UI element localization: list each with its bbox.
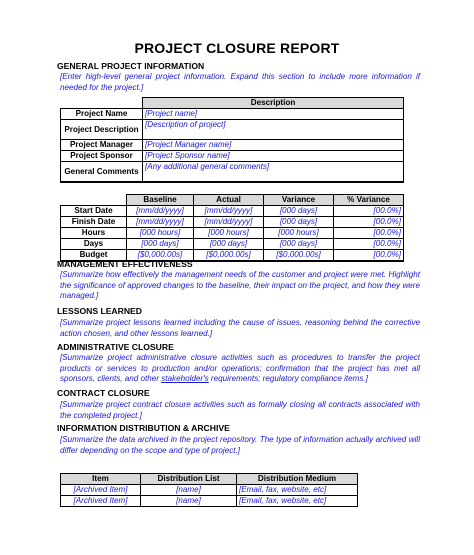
management-text: [Summarize how effectively the management needs of the customer and project were met. Highlight the significance of approved changes to the baseline, their impact on the project, and how they were managed.] — [60, 270, 420, 301]
variance-cell[interactable]: [000 days] — [264, 206, 334, 217]
table-row — [61, 239, 404, 250]
baseline-cell[interactable]: [mm/dd/yyyy] — [127, 217, 194, 228]
pct-variance-cell[interactable]: [00.0%] — [334, 228, 404, 239]
contract-heading: CONTRACT CLOSURE — [57, 388, 150, 398]
row-label: Hours — [61, 228, 127, 239]
pct-variance-cell[interactable]: [00.0%] — [334, 239, 404, 250]
row-label: Project Sponsor — [61, 151, 143, 162]
distribution-list-header: Distribution List — [141, 474, 237, 485]
actual-header: Actual — [194, 195, 264, 206]
header-blank-cell — [61, 195, 127, 206]
admin-text-start: [Summarize project administrative closure activities such as procedures to transfer the project products or services to production and/or operations; confirmation that the project has met all sponsors, clients, and other — [60, 353, 420, 384]
metrics-header-row — [61, 195, 404, 206]
project-sponsor-field[interactable]: [Project Sponsor name] — [143, 151, 404, 162]
project-manager-field[interactable]: [Project Manager name] — [143, 140, 404, 151]
pct-variance-cell[interactable]: [00.0%] — [334, 250, 404, 262]
description-header: Description — [143, 98, 404, 109]
table-row — [61, 485, 358, 496]
variance-cell[interactable]: [000 days] — [264, 239, 334, 250]
variance-cell[interactable]: [000 days] — [264, 217, 334, 228]
variance-cell[interactable]: [000 hours] — [264, 228, 334, 239]
table-row — [61, 140, 404, 151]
actual-cell[interactable]: [mm/dd/yyyy] — [194, 217, 264, 228]
distribution-list-cell[interactable]: [name] — [141, 485, 237, 496]
actual-cell[interactable]: [$0,000.00s] — [194, 250, 264, 262]
table-row — [61, 206, 404, 217]
general-info-table — [60, 97, 404, 183]
table-row — [61, 162, 404, 183]
row-label: Start Date — [61, 206, 127, 217]
actual-cell[interactable]: [000 days] — [194, 239, 264, 250]
variance-header: Variance — [264, 195, 334, 206]
management-heading: MANAGEMENT EFFECTIVENESS — [57, 259, 193, 269]
row-label: Project Manager — [61, 140, 143, 151]
distribution-table — [60, 473, 358, 507]
distribution-medium-cell[interactable]: [Email, fax, website, etc] — [237, 496, 358, 507]
pct-variance-cell[interactable]: [00.0%] — [334, 206, 404, 217]
baseline-cell[interactable]: [000 hours] — [127, 228, 194, 239]
row-label: General Comments — [61, 162, 143, 183]
table-row — [61, 151, 404, 162]
project-name-field[interactable]: [Project name] — [143, 109, 404, 120]
table-row — [61, 496, 358, 507]
admin-text-underlined: stakeholder's — [161, 374, 209, 384]
general-comments-field[interactable]: [Any additional general comments] — [143, 162, 404, 183]
admin-text-end: requirements; regulatory compliance items.] — [208, 374, 368, 384]
distribution-heading: INFORMATION DISTRIBUTION & ARCHIVE — [57, 423, 230, 433]
baseline-cell[interactable]: [mm/dd/yyyy] — [127, 206, 194, 217]
row-label: Project Name — [61, 109, 143, 120]
archived-item-cell[interactable]: [Archived Item] — [61, 485, 141, 496]
baseline-cell[interactable]: [$0,000.00s] — [127, 250, 194, 262]
lessons-heading: LESSONS LEARNED — [57, 306, 142, 316]
actual-cell[interactable]: [000 hours] — [194, 228, 264, 239]
item-header: Item — [61, 474, 141, 485]
lessons-text: [Summarize project lessons learned including the cause of issues, reasoning behind the corrective action chosen, and other lessons learned.] — [60, 318, 420, 338]
distribution-list-cell[interactable]: [name] — [141, 496, 237, 507]
table-row — [61, 217, 404, 228]
general-text: [Enter high-level general project information. Expand this section to include more information if needed for the project.] — [60, 72, 420, 92]
header-blank-cell — [61, 98, 143, 109]
baseline-cell[interactable]: [000 days] — [127, 239, 194, 250]
distribution-text: [Summarize the data archived in the project repository. The type of information actually archived will differ depending on the scope and type of project.] — [60, 435, 420, 455]
table-row — [61, 109, 404, 120]
contract-text: [Summarize project contract closure activities such as formally closing all contracts associated with the completed project.] — [60, 400, 420, 420]
distribution-medium-cell[interactable]: [Email, fax, website, etc] — [237, 485, 358, 496]
admin-text — [60, 353, 420, 385]
pct-variance-cell[interactable]: [00.0%] — [334, 217, 404, 228]
row-label: Project Description — [61, 120, 143, 140]
variance-cell[interactable]: [$0,000.00s] — [264, 250, 334, 262]
row-label: Finish Date — [61, 217, 127, 228]
metrics-table — [60, 194, 404, 262]
baseline-header: Baseline — [127, 195, 194, 206]
archived-item-cell[interactable]: [Archived Item] — [61, 496, 141, 507]
table-row — [61, 228, 404, 239]
actual-cell[interactable]: [mm/dd/yyyy] — [194, 206, 264, 217]
distribution-header-row — [61, 474, 358, 485]
admin-heading: ADMINISTRATIVE CLOSURE — [57, 342, 174, 352]
distribution-medium-header: Distribution Medium — [237, 474, 358, 485]
report-title: PROJECT CLOSURE REPORT — [134, 40, 340, 56]
row-label: Budget — [61, 250, 127, 262]
project-description-field[interactable]: [Description of project] — [143, 120, 404, 140]
general-table-header-row — [61, 98, 404, 109]
row-label: Days — [61, 239, 127, 250]
pct-variance-header: % Variance — [334, 195, 404, 206]
table-row — [61, 120, 404, 140]
general-heading: GENERAL PROJECT INFORMATION — [57, 61, 205, 71]
